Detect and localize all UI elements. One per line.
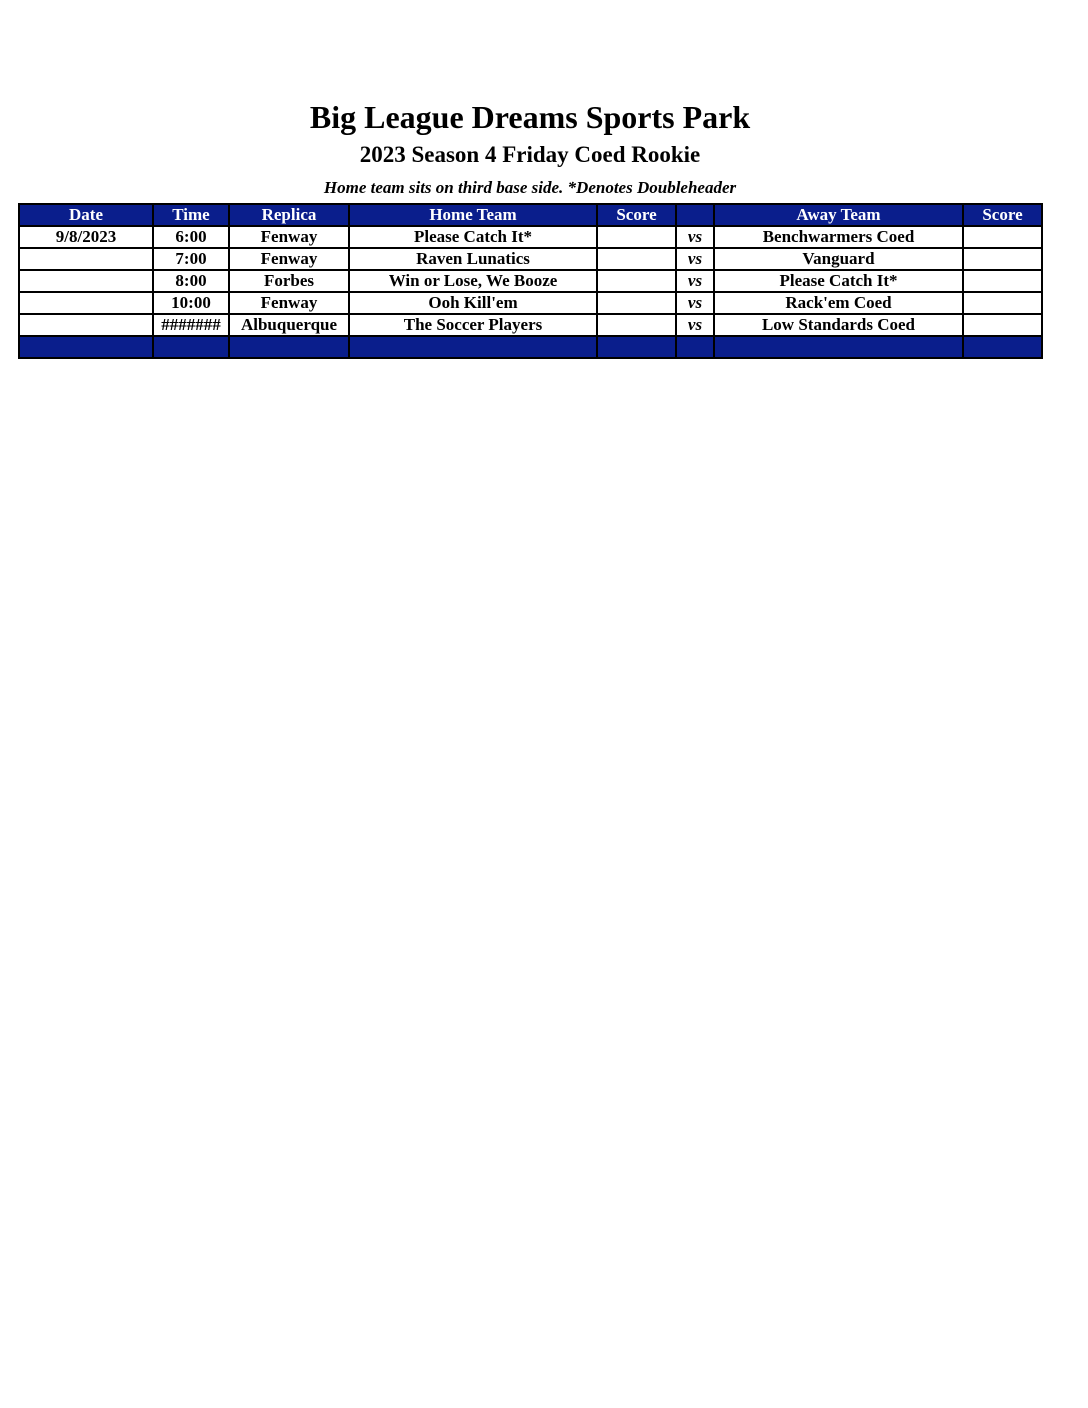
cell-vs: vs bbox=[676, 226, 714, 248]
cell-date bbox=[19, 314, 153, 336]
cell-date bbox=[19, 248, 153, 270]
table-row bbox=[19, 314, 1042, 336]
table-header-row bbox=[19, 204, 1042, 226]
page-subtitle: 2023 Season 4 Friday Coed Rookie bbox=[359, 142, 701, 167]
cell-away-score bbox=[963, 226, 1042, 248]
header-time: Time bbox=[153, 204, 229, 226]
header-date: Date bbox=[19, 204, 153, 226]
cell-home-team: Win or Lose, We Booze bbox=[349, 270, 597, 292]
cell-home-team: Ooh Kill'em bbox=[349, 292, 597, 314]
header-vs bbox=[676, 204, 714, 226]
cell-home-score bbox=[597, 314, 676, 336]
cell-replica: Fenway bbox=[229, 226, 349, 248]
cell-vs: vs bbox=[676, 314, 714, 336]
cell-vs: vs bbox=[676, 248, 714, 270]
cell-home-score bbox=[597, 270, 676, 292]
cell-date: 9/8/2023 bbox=[19, 226, 153, 248]
footer-cell bbox=[963, 336, 1042, 358]
cell-home-score bbox=[597, 248, 676, 270]
cell-home-team: Please Catch It* bbox=[349, 226, 597, 248]
cell-time: ####### bbox=[153, 314, 229, 336]
cell-away-score bbox=[963, 314, 1042, 336]
header-away-team: Away Team bbox=[714, 204, 963, 226]
cell-home-team: The Soccer Players bbox=[349, 314, 597, 336]
header-home-team: Home Team bbox=[349, 204, 597, 226]
cell-time: 7:00 bbox=[153, 248, 229, 270]
cell-away-score bbox=[963, 270, 1042, 292]
footer-cell bbox=[229, 336, 349, 358]
cell-home-score bbox=[597, 226, 676, 248]
cell-home-team: Raven Lunatics bbox=[349, 248, 597, 270]
cell-replica: Albuquerque bbox=[229, 314, 349, 336]
table-row bbox=[19, 292, 1042, 314]
table-row bbox=[19, 226, 1042, 248]
cell-vs: vs bbox=[676, 292, 714, 314]
cell-time: 6:00 bbox=[153, 226, 229, 248]
cell-date bbox=[19, 270, 153, 292]
schedule-table bbox=[18, 203, 1043, 359]
table-footer-bar bbox=[19, 336, 1042, 358]
cell-away-team: Low Standards Coed bbox=[714, 314, 963, 336]
footer-cell bbox=[349, 336, 597, 358]
cell-replica: Fenway bbox=[229, 292, 349, 314]
header-away-score: Score bbox=[963, 204, 1042, 226]
header-replica: Replica bbox=[229, 204, 349, 226]
footer-cell bbox=[714, 336, 963, 358]
cell-replica: Fenway bbox=[229, 248, 349, 270]
cell-away-team: Please Catch It* bbox=[714, 270, 963, 292]
footer-cell bbox=[597, 336, 676, 358]
cell-date bbox=[19, 292, 153, 314]
page-title: Big League Dreams Sports Park bbox=[309, 99, 751, 135]
cell-home-score bbox=[597, 292, 676, 314]
footer-cell bbox=[676, 336, 714, 358]
cell-away-score bbox=[963, 248, 1042, 270]
footer-cell bbox=[153, 336, 229, 358]
cell-vs: vs bbox=[676, 270, 714, 292]
page-note: Home team sits on third base side. *Denotes Doubleheader bbox=[323, 178, 737, 197]
cell-away-team: Rack'em Coed bbox=[714, 292, 963, 314]
table-row bbox=[19, 248, 1042, 270]
footer-cell bbox=[19, 336, 153, 358]
cell-time: 8:00 bbox=[153, 270, 229, 292]
cell-time: 10:00 bbox=[153, 292, 229, 314]
cell-away-team: Vanguard bbox=[714, 248, 963, 270]
cell-away-score bbox=[963, 292, 1042, 314]
table-row bbox=[19, 270, 1042, 292]
header-home-score: Score bbox=[597, 204, 676, 226]
cell-away-team: Benchwarmers Coed bbox=[714, 226, 963, 248]
cell-replica: Forbes bbox=[229, 270, 349, 292]
